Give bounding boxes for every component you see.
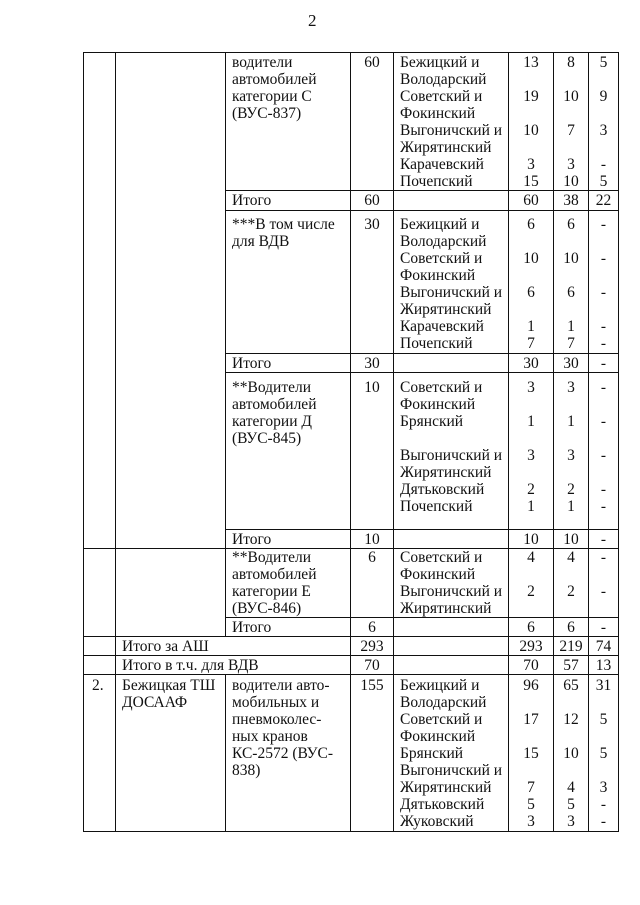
district-name: Жирятинский bbox=[400, 600, 492, 617]
specialty-cell bbox=[226, 53, 351, 191]
count-value: - bbox=[600, 583, 607, 600]
district-name: Жирятинский bbox=[400, 464, 492, 481]
district-name: Жирятинский bbox=[400, 301, 492, 318]
specialty-cell bbox=[226, 530, 351, 549]
specialty-line: автомобилей bbox=[232, 396, 317, 413]
specialty-cell bbox=[226, 211, 351, 354]
summary-row bbox=[84, 656, 619, 675]
district-name: Фокинский bbox=[400, 105, 476, 122]
blank-line bbox=[400, 531, 506, 548]
count-cell-1 bbox=[509, 675, 554, 832]
summary-label-cell bbox=[116, 637, 351, 656]
count-value: 10 bbox=[563, 173, 579, 190]
district-name: Выгоничский и bbox=[400, 583, 503, 600]
specialty-line: категории Д bbox=[232, 413, 312, 430]
row-number-cell bbox=[84, 53, 116, 549]
blank-line bbox=[589, 233, 618, 250]
count-value: - bbox=[600, 447, 607, 464]
row-number-cell bbox=[84, 637, 116, 656]
blank-line bbox=[589, 566, 618, 583]
blank-line bbox=[509, 566, 553, 583]
blank-line bbox=[554, 600, 588, 617]
district-name: Советский и bbox=[400, 88, 483, 105]
count-value: 1 bbox=[527, 413, 535, 430]
total-value: 155 bbox=[360, 677, 384, 694]
count-cell-2 bbox=[554, 211, 589, 354]
specialty-line: **Водители bbox=[232, 379, 312, 396]
count-value: 6 bbox=[527, 216, 535, 233]
organization-line: Бежицкая ТШ bbox=[122, 677, 216, 694]
total-cell bbox=[351, 191, 394, 211]
specialty-line: (ВУС-846) bbox=[232, 600, 302, 617]
count-value: 3 bbox=[567, 813, 575, 830]
row-number-cell bbox=[84, 656, 116, 675]
count-value: 1 bbox=[567, 318, 575, 335]
count-value: - bbox=[600, 813, 607, 830]
count-cell-1 bbox=[509, 618, 554, 637]
blank-line bbox=[589, 396, 618, 413]
count-value: 65 bbox=[563, 677, 579, 694]
count-value: 10 bbox=[523, 531, 539, 548]
count-value: - bbox=[600, 355, 607, 372]
count-value: 15 bbox=[523, 173, 539, 190]
blank-line bbox=[589, 139, 618, 156]
count-value: 10 bbox=[563, 745, 579, 762]
count-value: 3 bbox=[527, 447, 535, 464]
count-cell-3 bbox=[589, 373, 619, 530]
count-value: 10 bbox=[523, 250, 539, 267]
specialty-line: мобильных и bbox=[232, 694, 320, 711]
table-row bbox=[84, 53, 619, 191]
count-value: 4 bbox=[567, 779, 575, 796]
table-row bbox=[84, 549, 619, 618]
district-name: Выгоничский и bbox=[400, 762, 503, 779]
count-cell-2 bbox=[554, 191, 589, 211]
count-cell-3 bbox=[589, 211, 619, 354]
district-name: Советский и bbox=[400, 549, 483, 566]
total-cell bbox=[351, 549, 394, 618]
count-value: 7 bbox=[527, 779, 535, 796]
page-number: 2 bbox=[308, 11, 317, 30]
count-value: 60 bbox=[523, 192, 539, 209]
blank-line bbox=[509, 139, 553, 156]
specialty-line: для ВДВ bbox=[232, 233, 290, 250]
blank-line bbox=[509, 600, 553, 617]
total-cell bbox=[351, 637, 394, 656]
district-cell bbox=[394, 211, 509, 354]
count-cell-1 bbox=[509, 637, 554, 656]
district-cell bbox=[394, 637, 509, 656]
district-name: Брянский bbox=[400, 413, 464, 430]
count-value: 5 bbox=[599, 745, 608, 762]
count-value: 12 bbox=[563, 711, 579, 728]
blank-line bbox=[554, 762, 588, 779]
count-value: 3 bbox=[567, 156, 575, 173]
district-cell bbox=[394, 675, 509, 832]
count-cell-2 bbox=[554, 656, 589, 675]
count-value: 7 bbox=[567, 122, 575, 139]
count-value: - bbox=[600, 156, 607, 173]
specialty-line: пневмоколес- bbox=[232, 711, 322, 728]
blank-line bbox=[400, 192, 506, 209]
district-name: Советский и bbox=[400, 711, 483, 728]
district-name: Фокинский bbox=[400, 566, 476, 583]
count-value: 6 bbox=[567, 284, 575, 301]
district-cell bbox=[394, 618, 509, 637]
blank-line bbox=[589, 600, 618, 617]
district-name: Дятьковский bbox=[400, 796, 485, 813]
count-value: - bbox=[600, 284, 607, 301]
total-value: 293 bbox=[360, 638, 384, 655]
blank-line bbox=[509, 301, 553, 318]
blank-line bbox=[509, 71, 553, 88]
count-value: 74 bbox=[595, 638, 612, 655]
specialty-line: КС-2572 (ВУС- bbox=[232, 745, 334, 762]
count-cell-1 bbox=[509, 656, 554, 675]
total-cell bbox=[351, 530, 394, 549]
specialty-line: ***В том числе bbox=[232, 216, 335, 233]
total-value: 30 bbox=[364, 216, 380, 233]
district-cell bbox=[394, 530, 509, 549]
specialty-line: Итого bbox=[232, 619, 272, 636]
count-cell-1 bbox=[509, 53, 554, 191]
summary-label-cell bbox=[116, 656, 351, 675]
district-cell bbox=[394, 656, 509, 675]
specialty-line: категории С bbox=[232, 88, 312, 105]
count-value: - bbox=[600, 335, 607, 352]
district-name: Карачевский bbox=[400, 318, 484, 335]
count-value: 8 bbox=[567, 54, 575, 71]
count-value: 2 bbox=[567, 583, 575, 600]
blank-line bbox=[554, 566, 588, 583]
count-value: - bbox=[600, 216, 607, 233]
count-cell-3 bbox=[589, 656, 619, 675]
organization-cell bbox=[116, 53, 226, 549]
organization-cell bbox=[116, 549, 226, 637]
district-name: Карачевский bbox=[400, 156, 484, 173]
district-name: Бежицкий и bbox=[400, 677, 480, 694]
district-name: Почепский bbox=[400, 335, 473, 352]
blank-line bbox=[589, 71, 618, 88]
count-value: 96 bbox=[523, 677, 539, 694]
blank-line bbox=[509, 762, 553, 779]
total-cell bbox=[351, 354, 394, 373]
count-cell-2 bbox=[554, 373, 589, 530]
count-cell-3 bbox=[589, 637, 619, 656]
count-value: 1 bbox=[567, 413, 575, 430]
blank-line bbox=[554, 139, 588, 156]
count-value: 3 bbox=[527, 813, 535, 830]
count-value: 30 bbox=[563, 355, 579, 372]
count-cell-2 bbox=[554, 530, 589, 549]
count-value: 5 bbox=[599, 711, 608, 728]
count-value: - bbox=[600, 379, 607, 396]
specialty-cell bbox=[226, 191, 351, 211]
district-cell bbox=[394, 53, 509, 191]
blank-line bbox=[554, 71, 588, 88]
blank-line bbox=[554, 430, 588, 447]
count-cell-1 bbox=[509, 530, 554, 549]
specialty-line: **Водители bbox=[232, 549, 312, 566]
specialty-line: категории Е bbox=[232, 583, 311, 600]
count-value: 38 bbox=[563, 192, 579, 209]
count-value: 3 bbox=[599, 779, 608, 796]
blank-line bbox=[589, 694, 618, 711]
count-value: 10 bbox=[523, 122, 539, 139]
district-name: Выгоничский и bbox=[400, 122, 503, 139]
specialty-line: (ВУС-845) bbox=[232, 430, 302, 447]
specialty-line: Итого bbox=[232, 531, 272, 548]
count-cell-1 bbox=[509, 373, 554, 530]
count-value: 7 bbox=[567, 335, 575, 352]
specialty-line: водители авто- bbox=[232, 677, 330, 694]
count-cell-3 bbox=[589, 53, 619, 191]
district-name: Почепский bbox=[400, 173, 473, 190]
total-cell bbox=[351, 675, 394, 832]
row-number-cell bbox=[84, 675, 116, 832]
specialty-cell bbox=[226, 549, 351, 618]
count-value: - bbox=[600, 498, 607, 515]
row-number-cell bbox=[84, 549, 116, 637]
district-name: Бежицкий и bbox=[400, 216, 480, 233]
allocation-table bbox=[83, 52, 619, 832]
specialty-cell bbox=[226, 354, 351, 373]
blank-line bbox=[509, 105, 553, 122]
specialty-line: ных кранов bbox=[232, 728, 308, 745]
district-name: Володарский bbox=[400, 71, 487, 88]
count-value: 4 bbox=[567, 549, 575, 566]
count-value: 2 bbox=[567, 481, 575, 498]
blank-line bbox=[509, 430, 553, 447]
district-name: Жирятинский bbox=[400, 779, 492, 796]
count-value: 30 bbox=[523, 355, 539, 372]
specialty-line: (ВУС-837) bbox=[232, 105, 302, 122]
total-value: 6 bbox=[368, 549, 376, 566]
blank-line bbox=[554, 464, 588, 481]
specialty-cell bbox=[226, 675, 351, 832]
count-value: 1 bbox=[527, 318, 535, 335]
district-name: Бежицкий и bbox=[400, 54, 480, 71]
table-row bbox=[84, 675, 619, 832]
blank-line bbox=[589, 430, 618, 447]
blank-line bbox=[554, 267, 588, 284]
district-name: Выгоничский и bbox=[400, 447, 503, 464]
count-cell-2 bbox=[554, 637, 589, 656]
row-number: 2. bbox=[92, 677, 104, 694]
district-cell bbox=[394, 191, 509, 211]
count-cell-3 bbox=[589, 354, 619, 373]
summary-label: Итого в т.ч. для ВДВ bbox=[122, 657, 259, 674]
specialty-line: 838) bbox=[232, 762, 261, 779]
summary-label: Итого за АШ bbox=[122, 638, 209, 655]
blank-line bbox=[589, 105, 618, 122]
count-value: - bbox=[600, 619, 607, 636]
organization-cell bbox=[116, 675, 226, 832]
specialty-line: Итого bbox=[232, 355, 272, 372]
district-name: Советский и bbox=[400, 379, 483, 396]
count-cell-3 bbox=[589, 675, 619, 832]
count-value: - bbox=[600, 796, 607, 813]
count-cell-2 bbox=[554, 354, 589, 373]
total-cell bbox=[351, 656, 394, 675]
count-value: 22 bbox=[595, 192, 612, 209]
district-name: Дятьковский bbox=[400, 481, 485, 498]
specialty-cell bbox=[226, 373, 351, 530]
count-value: 6 bbox=[527, 619, 535, 636]
count-cell-3 bbox=[589, 191, 619, 211]
count-value: 3 bbox=[567, 447, 575, 464]
count-value: 15 bbox=[523, 745, 539, 762]
count-cell-1 bbox=[509, 354, 554, 373]
district-name: Выгоничский и bbox=[400, 284, 503, 301]
total-cell bbox=[351, 53, 394, 191]
total-value: 6 bbox=[368, 619, 376, 636]
count-value: 9 bbox=[599, 88, 608, 105]
count-value: 5 bbox=[599, 173, 608, 190]
blank-line bbox=[554, 694, 588, 711]
blank-line bbox=[509, 728, 553, 745]
blank-line bbox=[554, 396, 588, 413]
count-value: 3 bbox=[599, 122, 608, 139]
blank-line bbox=[509, 396, 553, 413]
district-name: Советский и bbox=[400, 250, 483, 267]
count-cell-2 bbox=[554, 53, 589, 191]
blank-line bbox=[589, 464, 618, 481]
specialty-line: автомобилей bbox=[232, 71, 317, 88]
count-value: - bbox=[600, 318, 607, 335]
count-value: 219 bbox=[559, 638, 583, 655]
district-cell bbox=[394, 549, 509, 618]
blank-line bbox=[589, 301, 618, 318]
count-value: 293 bbox=[519, 638, 543, 655]
count-value: 1 bbox=[527, 498, 535, 515]
district-name: Володарский bbox=[400, 233, 487, 250]
blank-line bbox=[400, 355, 506, 372]
blank-line bbox=[589, 728, 618, 745]
district-name: Володарский bbox=[400, 694, 487, 711]
count-value: 57 bbox=[563, 657, 579, 674]
total-value: 30 bbox=[364, 355, 380, 372]
count-value: 13 bbox=[523, 54, 539, 71]
district-name: Фокинский bbox=[400, 396, 476, 413]
count-cell-3 bbox=[589, 530, 619, 549]
count-value: 13 bbox=[595, 657, 612, 674]
count-value: 2 bbox=[527, 481, 535, 498]
count-cell-3 bbox=[589, 618, 619, 637]
blank-line bbox=[554, 233, 588, 250]
total-value: 70 bbox=[364, 657, 380, 674]
count-cell-1 bbox=[509, 549, 554, 618]
blank-line bbox=[509, 267, 553, 284]
count-value: 6 bbox=[567, 216, 575, 233]
total-cell bbox=[351, 373, 394, 530]
district-name bbox=[400, 430, 506, 447]
district-name: Жирятинский bbox=[400, 139, 492, 156]
specialty-line: водители bbox=[232, 54, 293, 71]
count-value: 5 bbox=[527, 796, 535, 813]
count-cell-3 bbox=[589, 549, 619, 618]
count-value: 5 bbox=[599, 54, 608, 71]
blank-line bbox=[589, 267, 618, 284]
blank-line bbox=[554, 105, 588, 122]
total-value: 60 bbox=[364, 192, 380, 209]
district-name: Брянский bbox=[400, 745, 464, 762]
count-cell-1 bbox=[509, 211, 554, 354]
count-value: 17 bbox=[523, 711, 539, 728]
specialty-line: Итого bbox=[232, 192, 272, 209]
count-value: - bbox=[600, 481, 607, 498]
count-value: 70 bbox=[523, 657, 539, 674]
count-cell-2 bbox=[554, 549, 589, 618]
blank-line bbox=[554, 728, 588, 745]
count-value: 7 bbox=[527, 335, 535, 352]
count-value: 10 bbox=[563, 250, 579, 267]
count-cell-1 bbox=[509, 191, 554, 211]
blank-line bbox=[589, 762, 618, 779]
table-body bbox=[84, 53, 619, 832]
district-name: Фокинский bbox=[400, 267, 476, 284]
count-value: 6 bbox=[527, 284, 535, 301]
count-value: 3 bbox=[527, 156, 535, 173]
count-value: 10 bbox=[563, 531, 579, 548]
count-value: - bbox=[600, 413, 607, 430]
total-value: 10 bbox=[364, 379, 380, 396]
count-value: 31 bbox=[595, 677, 612, 694]
count-value: 1 bbox=[567, 498, 575, 515]
count-value: 3 bbox=[527, 379, 535, 396]
district-cell bbox=[394, 373, 509, 530]
count-value: 10 bbox=[563, 88, 579, 105]
district-name: Жуковский bbox=[400, 813, 474, 830]
total-cell bbox=[351, 618, 394, 637]
count-value: 2 bbox=[527, 583, 535, 600]
blank-line bbox=[509, 694, 553, 711]
total-cell bbox=[351, 211, 394, 354]
blank-line bbox=[509, 233, 553, 250]
specialty-line: автомобилей bbox=[232, 566, 317, 583]
organization-line: ДОСААФ bbox=[122, 694, 188, 711]
district-cell bbox=[394, 354, 509, 373]
count-value: 19 bbox=[523, 88, 539, 105]
count-value: 6 bbox=[567, 619, 575, 636]
blank-line bbox=[554, 301, 588, 318]
total-value: 10 bbox=[364, 531, 380, 548]
count-value: 3 bbox=[567, 379, 575, 396]
blank-line bbox=[400, 619, 506, 636]
count-cell-2 bbox=[554, 618, 589, 637]
district-name: Фокинский bbox=[400, 728, 476, 745]
count-value: 5 bbox=[567, 796, 575, 813]
count-value: - bbox=[600, 250, 607, 267]
count-value: 4 bbox=[527, 549, 535, 566]
specialty-cell bbox=[226, 618, 351, 637]
count-value: - bbox=[600, 549, 607, 566]
count-value: - bbox=[600, 531, 607, 548]
count-cell-2 bbox=[554, 675, 589, 832]
district-name: Почепский bbox=[400, 498, 473, 515]
total-value: 60 bbox=[364, 54, 380, 71]
blank-line bbox=[509, 464, 553, 481]
summary-row bbox=[84, 637, 619, 656]
